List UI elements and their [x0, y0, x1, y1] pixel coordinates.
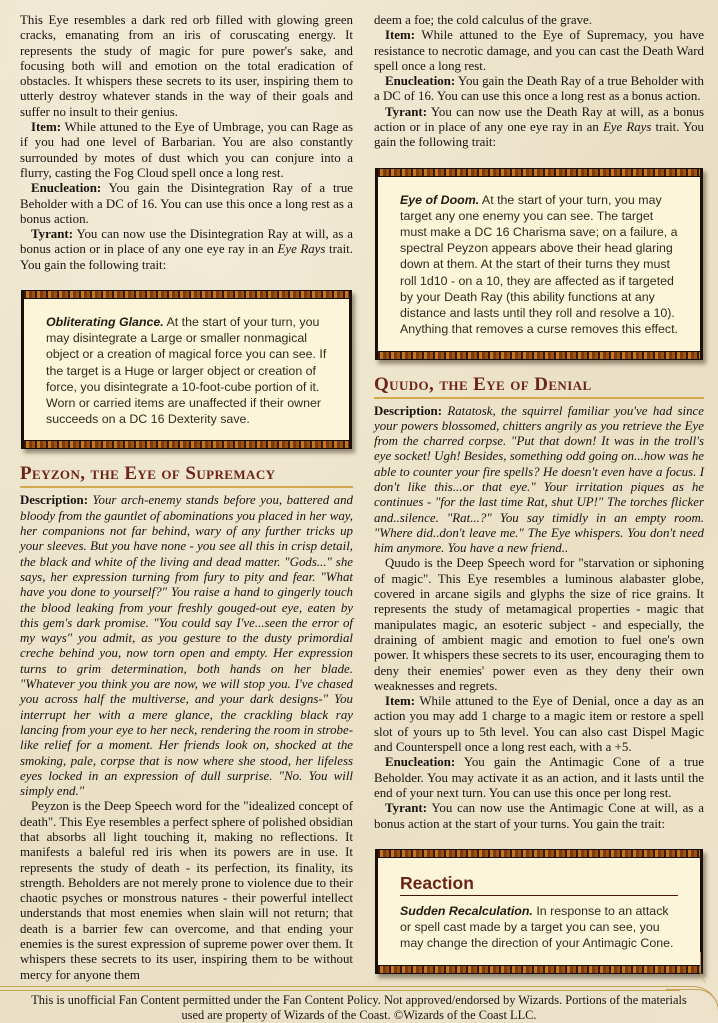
enucleation-text: You gain the Disintegration Ray of a true Beholder with a DC of 16. You can use this once a long rest as a bonus action.: [20, 181, 353, 226]
reaction-heading: Reaction: [400, 872, 474, 893]
tyrant-paragraph: [374, 105, 704, 151]
tyrant-text-a: You can now use the Death Ray at will, as a bonus action or in place of any one eye ray in an: [374, 104, 704, 135]
note-ornate-border-top: [378, 849, 700, 858]
item-label: Item:: [31, 120, 62, 135]
item-text: While attuned to the Eye of Umbrage, you can Rage as if you had one level of Barbarian. You are also constantly surrounded by motes of dust which you can conjure into a flurry, casting the Fog Cloud spell once a long rest.: [20, 120, 353, 180]
item-paragraph: [374, 28, 704, 74]
note-ornate-border-bottom: [24, 440, 349, 449]
note-ornate-border-top: [378, 168, 700, 177]
fan-content-footer-text: This is unofficial Fan Content permitted under the Fan Content Policy. Not approved/endorsed by Wizards. Portions of the materials used are property of Wizards of the Coast. ©Wizards of the Coast LLC.: [31, 993, 687, 1022]
intro-text: This Eye resembles a dark red orb filled with glowing green cracks, emanating from an iris of coruscating energy. It represents the study of magic for pure power's sake, and focusing both will and emotion on the total eradication of obstacles. It whispers these secrets to its user, inspiring them to utterly destroy whatever stands in the way of their goals and suffer no insult to their genius.: [20, 13, 353, 119]
enucleation-label: Enucleation:: [385, 755, 456, 770]
enucleation-label: Enucleation:: [385, 74, 456, 89]
intro-paragraph: [20, 13, 353, 120]
eye-of-doom-note-box: [375, 168, 703, 360]
item-label: Item:: [385, 28, 416, 43]
continuation-paragraph: [374, 13, 704, 28]
item-paragraph-2: [374, 694, 704, 755]
note-trait-text: At the start of your turn, you may target any one enemy you can see. The target must make a DC 16 Charisma save; on a failure, a spectral Peyzon appears above their head glaring down at them. At the start of their turns they must roll 1d10 - on a 10, they are affected as if targeted by your Death Ray (this ability functions at any distance and lasts until they roll and resolve a 10). Anything that removes a curse removes this effect.: [400, 192, 679, 337]
enucleation-label: Enucleation:: [31, 181, 102, 196]
enucleation-paragraph: [374, 74, 704, 105]
tyrant-text-a: You can now use the Disintegration Ray at will, as a bonus action or in place of any one eye ray in an: [20, 227, 353, 257]
lore-text: Peyzon is the Deep Speech word for the "idealized concept of death". This Eye resembles a perfect sphere of polished obsidian that absorbs all light touching it, making no reflections. It manifests a baleful red iris when its powers are in use. It represents the study of death - its perfection, its finality, its strength. Beholders are not merely prone to violence due to their chaotic psyches or monstrous natures - their powerful intellect understands that most enemies when slain will not return; that death is a barrier few can overcome, and that ending your enemies is the surest expression of supreme power over them. It whispers these secrets to its user, inspiring them to be without mercy for anyone them: [20, 799, 353, 982]
tyrant-text-b: trait. You gain the following trait:: [20, 242, 353, 272]
tyrant-paragraph: [20, 227, 353, 273]
note-trait-text: In response to an attack or spell cast made by a target you can see, you may change the direction of your Antimagic Cone.: [400, 904, 674, 951]
description-label: Description:: [374, 403, 443, 418]
note-body: [378, 177, 700, 351]
enucleation-text: You gain the Death Ray of a true Beholder with a DC of 16. You can use this once a long rest as a bonus action.: [374, 74, 704, 104]
note-ornate-border-top: [24, 290, 349, 299]
section-heading-quudo: Quudo, the Eye of Denial: [374, 374, 704, 399]
tyrant-text-italic: Eye Rays: [602, 120, 652, 135]
enucleation-paragraph: [20, 181, 353, 227]
section-heading-peyzon: Peyzon, the Eye of Supremacy: [20, 463, 353, 488]
note-body: [378, 858, 700, 965]
tyrant-text-italic: Eye Rays: [277, 242, 326, 257]
enucleation-text: You gain the Antimagic Cone of a true Beholder. You may activate it as an action, and it lasts until the end of your next turn. You can use this once per long rest.: [374, 755, 704, 800]
tyrant-text-b: trait. You gain the following trait:: [374, 120, 704, 150]
note-body: [24, 299, 349, 440]
tyrant-text: You can now use the Antimagic Cone at will, as a bonus action at the start of your turns. You gain the trait:: [374, 801, 704, 831]
lore-text: Quudo is the Deep Speech word for "starvation or siphoning of magic". This Eye resembles a luminous alabaster globe, covered in arcane sigils and glyphs the size of rice grains. It represents the study of metamagical properties - magic that manipulates magic, an esoteric subject - and especially, the draining of ambient magic and emotion to fuel one's own power. It whispers these secrets to its user, encouraging them to deny their enemies' power even as they deny their own weaknesses and regrets.: [374, 556, 704, 693]
lore-paragraph: [374, 556, 704, 694]
right-column: [374, 13, 704, 988]
reaction-heading-rule: [400, 895, 678, 896]
item-label: Item:: [385, 694, 416, 709]
item-text: While attuned to the Eye of Denial, once a day as an action you may add 1 charge to a magic item or restore a spell slot of yours up to 5th level. You can also cast Dispel Magic and Counterspell once a long rest each, with a +5.: [374, 694, 704, 755]
note-trait-name: Sudden Recalculation.: [400, 904, 533, 919]
description-text: Ratatosk, the squirrel familiar you've had since your powers blossomed, chitters angrily as you retrieve the Eye from the charred corpse. "Put that down! It was in the troll's eye socket! Ugh! Besides, something odd going on...how was he able to counter your fire spells? He doesn't even have a focus. I don't like this...or that eye." Your irritation piques as he continues - "for the last time Rat, shut UP!" The torches flicker and..silence. "Rat...?" You say timidly in an empty room. "Where did..don't leave me." The Eye whispers. You don't need him anymore. You have a new friend..: [374, 403, 704, 556]
reaction-note-box: [375, 849, 703, 974]
note-trait-name: Obliterating Glance.: [46, 315, 164, 330]
description-paragraph: [20, 493, 353, 799]
left-column: [20, 13, 353, 983]
tyrant-label: Tyrant:: [31, 227, 74, 242]
item-text: While attuned to the Eye of Supremacy, you have resistance to necrotic damage, and you can cast the Death Ward spell once a long rest.: [374, 28, 704, 73]
tyrant-label: Tyrant:: [385, 801, 428, 816]
description-text: Your arch-enemy stands before you, battered and bloody from the gauntlet of abominations you placed in her way, her companions not far behind, wary of any further tricks up your sleeves. But you have none - you see all this in crisp detail, the black and white of the living and dead matter. "Gods..." she says, her expression turning from fury to pity and fear. "What have you done to yourself?" You raise a hand to gingerly touch the blood leaking from your freshly gouged-out eye, eaten by this gem's dark promise. "You could say I've...seen the error of my ways" you admit, as you gesture to the dusty primordial creche behind you, now torn open and empty. Her expression turns to grim determination, both hands on her blade. "Whatever you think you are now, we will stop you. I've chased you across half the multiverse, and your dark designs-" You interrupt her with a mere glance, the crackling black ray lancing from your eye to her neck, rendering the room in strobe-like relief for a moment. Her friends look on, shocked at the smoking, pale, corpse that is now where she stood, her lifeless eyes locked in an expression of dull surprise. "No. You will simply end.": [20, 493, 353, 799]
footer-gold-rule: [0, 986, 680, 991]
lore-paragraph: [20, 799, 353, 983]
fan-content-footer: [0, 993, 718, 1022]
note-ornate-border-bottom: [378, 351, 700, 360]
note-trait-text: At the start of your turn, you may disintegrate a Large or smaller nonmagical object or a creation of magical force you can see. If the target is a Huge or larger object or creation of force, you disintegrate a 10-foot-cube portion of it. Worn or carried items are unaffected if their owner succeeds on a DC 16 Dexterity save.: [46, 315, 327, 427]
note-ornate-border-bottom: [378, 965, 700, 974]
tyrant-label: Tyrant:: [385, 104, 428, 119]
description-label: Description:: [20, 493, 89, 508]
enucleation-paragraph-2: [374, 755, 704, 801]
note-trait-name: Eye of Doom.: [400, 192, 480, 207]
item-paragraph: [20, 120, 353, 181]
description-paragraph: [374, 404, 704, 557]
tyrant-paragraph-2: [374, 801, 704, 832]
obliterating-glance-note-box: [21, 290, 352, 449]
continuation-text: deem a foe; the cold calculus of the grave.: [374, 13, 592, 27]
